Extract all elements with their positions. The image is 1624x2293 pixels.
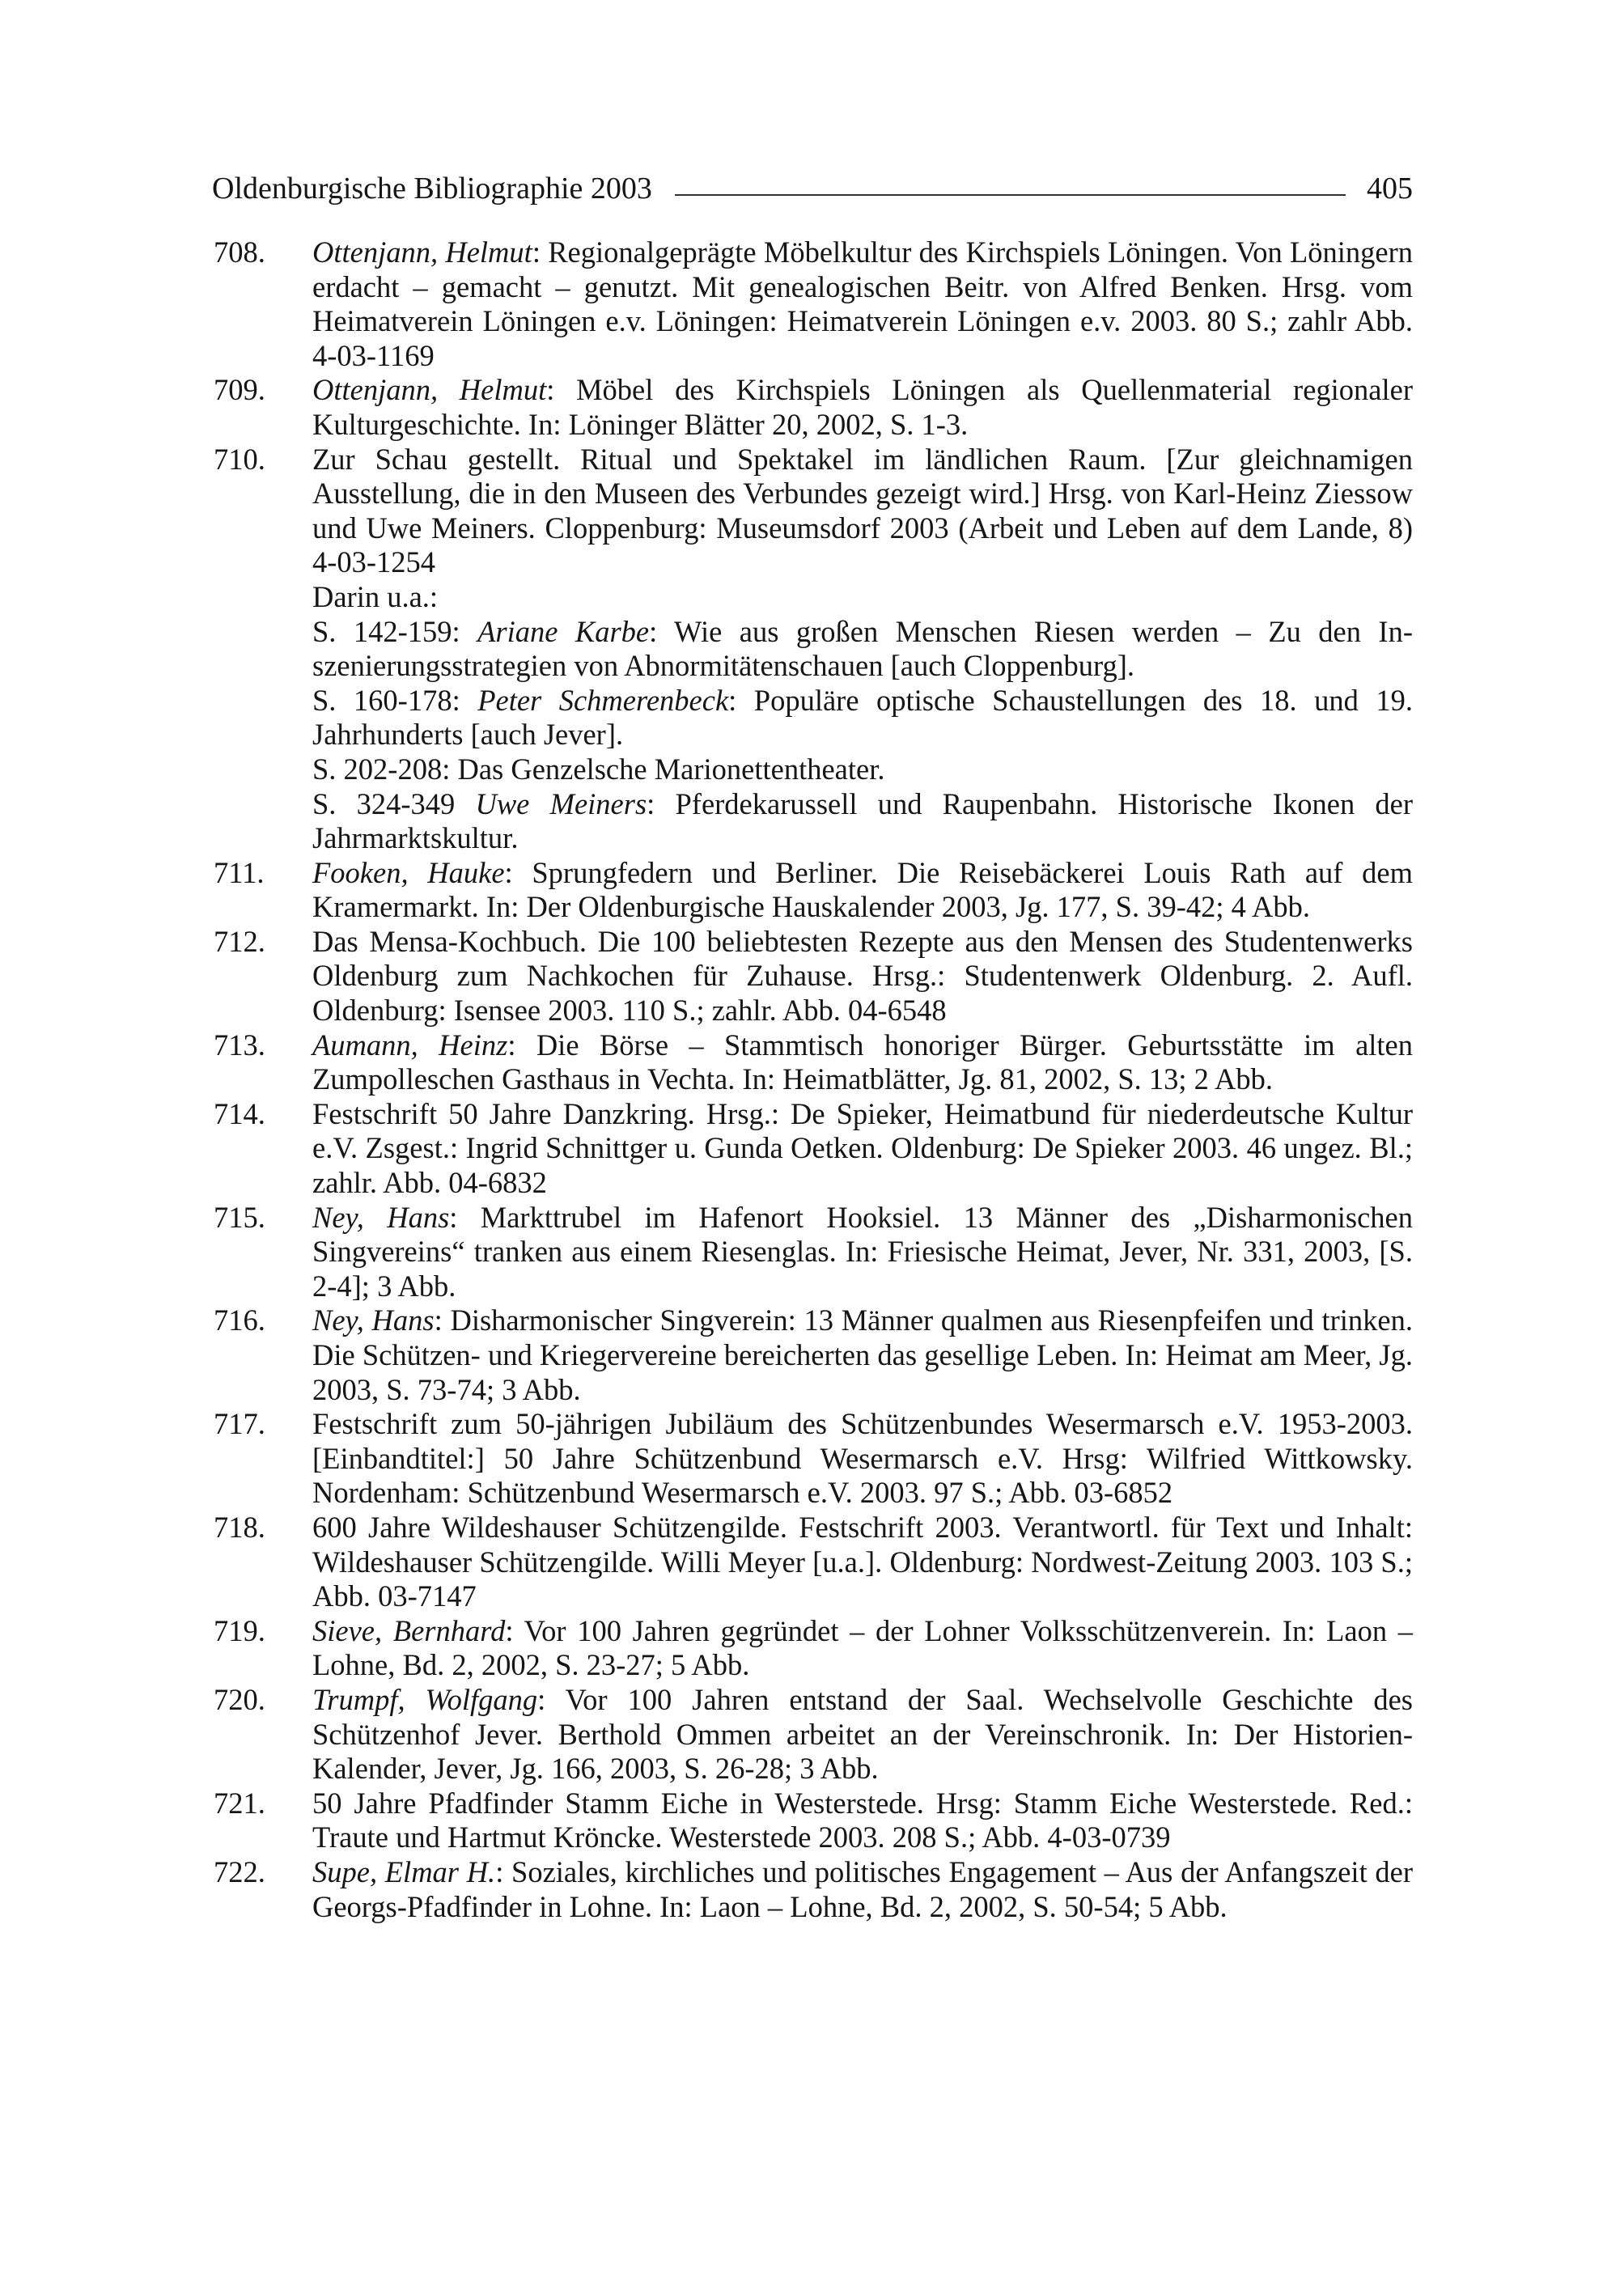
contents-author: Peter Schmerenbeck xyxy=(477,683,729,717)
entry-number: 712. xyxy=(214,924,265,958)
bibliography-entry xyxy=(212,925,1413,1028)
running-head xyxy=(212,165,1413,207)
bibliography-entry xyxy=(212,443,1413,856)
bibliography-entry xyxy=(212,856,1413,925)
entry-text: : Soziales, kirchliches und politisches Engagement – Aus der Anfangszeit der Georgs-Pfadfinder in Lohne. In: Laon – Lohne, Bd. 2, 2002, S. 50-54; 5 Abb. xyxy=(312,1854,1413,1923)
bibliography-entry xyxy=(212,1614,1413,1683)
entry-number: 710. xyxy=(214,442,265,476)
entry-text: Festschrift zum 50-jährigen Jubiläum des Schützenbundes Wesermarsch e.V. 1953-2003. [Einbandtitel:] 50 Jahre Schützenbund Wesermarsch e.V. Hrsg: Wilfried Wittkowsky. Nordenham: Schützenbund Wesermarsch e.V. 2003. 97 S.; Abb. 03-6852 xyxy=(312,1407,1413,1510)
entry-text: 50 Jahre Pfadfinder Stamm Eiche in Westerstede. Hrsg: Stamm Eiche Westerstede. Red.: Traute und Hartmut Kröncke. Westerstede 2003. 208 S.; Abb. 4-03-0739 xyxy=(312,1786,1413,1854)
bibliography-entry xyxy=(212,1303,1413,1407)
entry-text: : Vor 100 Jahren gegründet – der Lohner Volksschützenverein. In: Laon – Lohne, Bd. 2, 2002, S. 23-27; 5 Abb. xyxy=(312,1613,1413,1682)
entry-text: Zur Schau gestellt. Ritual und Spektakel im ländlichen Raum. [Zur gleichnamigen Ausstellung, die in den Museen des Verbundes gezeigt wird.] Hrsg. von Karl-Heinz Ziessow und Uwe Meiners. Cloppenburg: Museumsdorf 2003 (Arbeit und Leben auf dem Lande, 8) 4-03-1254 xyxy=(312,442,1413,579)
entry-author: Sieve, Bernhard xyxy=(312,1613,506,1647)
entry-text: : Sprungfedern und Berliner. Die Reisebäckerei Louis Rath auf dem Kramermarkt. In: Der Oldenburgische Hauskalender 2003, Jg. 177, S. 39-42; 4 Abb. xyxy=(312,855,1413,924)
entry-text: 600 Jahre Wildeshauser Schützengilde. Festschrift 2003. Verantwortl. für Text und Inhalt: Wildeshauser Schützengilde. Willi Meyer [u.a.]. Oldenburg: Nordwest-Zeitung 2003. 103 S.; Abb. 03-7147 xyxy=(312,1510,1413,1613)
contents-text: : Pferdekarussell und Raupenbahn. Historische Ikonen der Jahrmarktskultur. xyxy=(312,786,1413,855)
bibliography-entry xyxy=(212,1028,1413,1097)
entry-number: 717. xyxy=(214,1407,265,1441)
bibliography-entry xyxy=(212,235,1413,373)
contents-text: : Wie aus großen Menschen Riesen werden – Zu den Inszenierungsstrategien von Abnormitätenschauen [auch Cloppenburg]. xyxy=(312,614,1413,683)
entry-text: : Vor 100 Jahren entstand der Saal. Wechselvolle Geschichte des Schützenhof Jever. Berthold Ommen arbeitet an der Vereinschronik. In: Der Historien-Kalender, Jever, Jg. 166, 2003, S. 26-28; 3 Abb. xyxy=(312,1682,1414,1786)
entry-author: Trumpf, Wolfgang xyxy=(312,1682,538,1716)
publication-title: Oldenburgische Bibliographie 2003 xyxy=(212,172,652,206)
bibliography-entry xyxy=(212,1201,1413,1304)
contents-pages: S. 324-349 xyxy=(312,786,476,820)
entry-text: Das Mensa-Kochbuch. Die 100 beliebtesten Rezepte aus den Mensen des Studentenwerks Oldenburg zum Nachkochen für Zuhause. Hrsg.: Studentenwerk Oldenburg. 2. Aufl. Oldenburg: Isensee 2003. 110 S.; zahlr. Abb. 04-6548 xyxy=(312,924,1413,1028)
contents-pages: S. 160-178: xyxy=(312,683,478,717)
entry-number: 713. xyxy=(214,1028,265,1062)
entry-number: 708. xyxy=(214,235,265,269)
bibliography-entry xyxy=(212,1683,1413,1787)
entry-author: Ney, Hans xyxy=(312,1200,450,1234)
contents-item xyxy=(312,752,1413,787)
bibliography-entries xyxy=(212,235,1413,1924)
bibliography-entry xyxy=(212,1855,1413,1924)
entry-author: Supe, Elmar H. xyxy=(312,1854,496,1888)
entry-author: Aumann, Heinz xyxy=(312,1028,508,1062)
entry-text: : Markttrubel im Hafenort Hooksiel. 13 Männer des „Disharmonischen Singvereins“ tranken aus einem Riesenglas. In: Friesische Heimat, Jever, Nr. 331, 2003, [S. 2-4]; 3 Abb. xyxy=(312,1200,1414,1303)
contents-item xyxy=(312,615,1413,684)
contents-pages: S. 142-159: xyxy=(312,614,478,648)
entry-author: Ney, Hans xyxy=(312,1303,435,1337)
entry-number: 718. xyxy=(214,1510,265,1544)
entry-text: : Regionalgeprägte Möbelkultur des Kirchspiels Löningen. Von Löningern erdacht – gemacht – genutzt. Mit genealogischen Beitr. von Alfred Benken. Hrsg. vom Heimatverein Löningen e.v. Löningen: Heimatverein Löningen e.v. 2003. 80 S.; zahlr Abb. 4-03-1169 xyxy=(312,235,1414,372)
entry-number: 716. xyxy=(214,1303,265,1337)
entry-number: 721. xyxy=(214,1786,265,1820)
entry-number: 719. xyxy=(214,1613,265,1647)
contents-author: Uwe Meiners xyxy=(475,786,647,820)
contents-item xyxy=(312,684,1413,752)
bibliography-entry xyxy=(212,1407,1413,1511)
entry-text: : Disharmonischer Singverein: 13 Männer qualmen aus Riesenpfeifen und trinken. Die Schützen- und Kriegervereine bereicherten das gesellige Leben. In: Heimat am Meer, Jg. 2003, S. 73-74; 3 Abb. xyxy=(312,1303,1413,1406)
contents-pages: S. 202-208: xyxy=(312,752,458,786)
page-number: 405 xyxy=(1367,172,1413,206)
entry-number: 709. xyxy=(214,373,265,407)
entry-author: Ottenjann, Helmut xyxy=(312,235,532,269)
entry-text: : Die Börse – Stammtisch honoriger Bürger. Geburtsstätte im alten Zumpolleschen Gasthaus in Vechta. In: Heimatblätter, Jg. 81, 2002, S. 13; 2 Abb. xyxy=(312,1028,1413,1096)
entry-number: 722. xyxy=(214,1854,265,1888)
entry-text: : Möbel des Kirchspiels Löningen als Quellenmaterial regionaler Kulturgeschichte. In: Löninger Blätter 20, 2002, S. 1-3. xyxy=(312,373,1413,441)
entry-number: 711. xyxy=(214,855,265,889)
entry-number: 720. xyxy=(214,1682,265,1716)
contents-text: : Populäre optische Schaustellungen des 18. und 19. Jahrhunderts [auch Jever]. xyxy=(312,683,1413,752)
bibliography-entry xyxy=(212,1511,1413,1614)
contents-author: Ariane Karbe xyxy=(477,614,650,648)
entry-number: 714. xyxy=(214,1096,265,1130)
contents-item xyxy=(312,787,1413,856)
bibliography-entry xyxy=(212,1097,1413,1201)
contents-label: Darin u.a.: xyxy=(312,579,439,613)
header-rule xyxy=(675,194,1346,196)
bibliography-entry xyxy=(212,1787,1413,1855)
entry-author: Ottenjann, Helmut xyxy=(312,373,547,407)
bibliography-entry xyxy=(212,373,1413,442)
entry-text: Festschrift 50 Jahre Danzkring. Hrsg.: De Spieker, Heimatbund für niederdeutsche Kultur e.V. Zsgest.: Ingrid Schnittger u. Gunda Oetken. Oldenburg: De Spieker 2003. 46 ungez. Bl.; zahlr. Abb. 04-6832 xyxy=(312,1096,1413,1200)
entry-author: Fooken, Hauke xyxy=(312,855,505,889)
contents-text: Das Genzelsche Marionettentheater. xyxy=(457,752,885,786)
entry-number: 715. xyxy=(214,1200,265,1234)
